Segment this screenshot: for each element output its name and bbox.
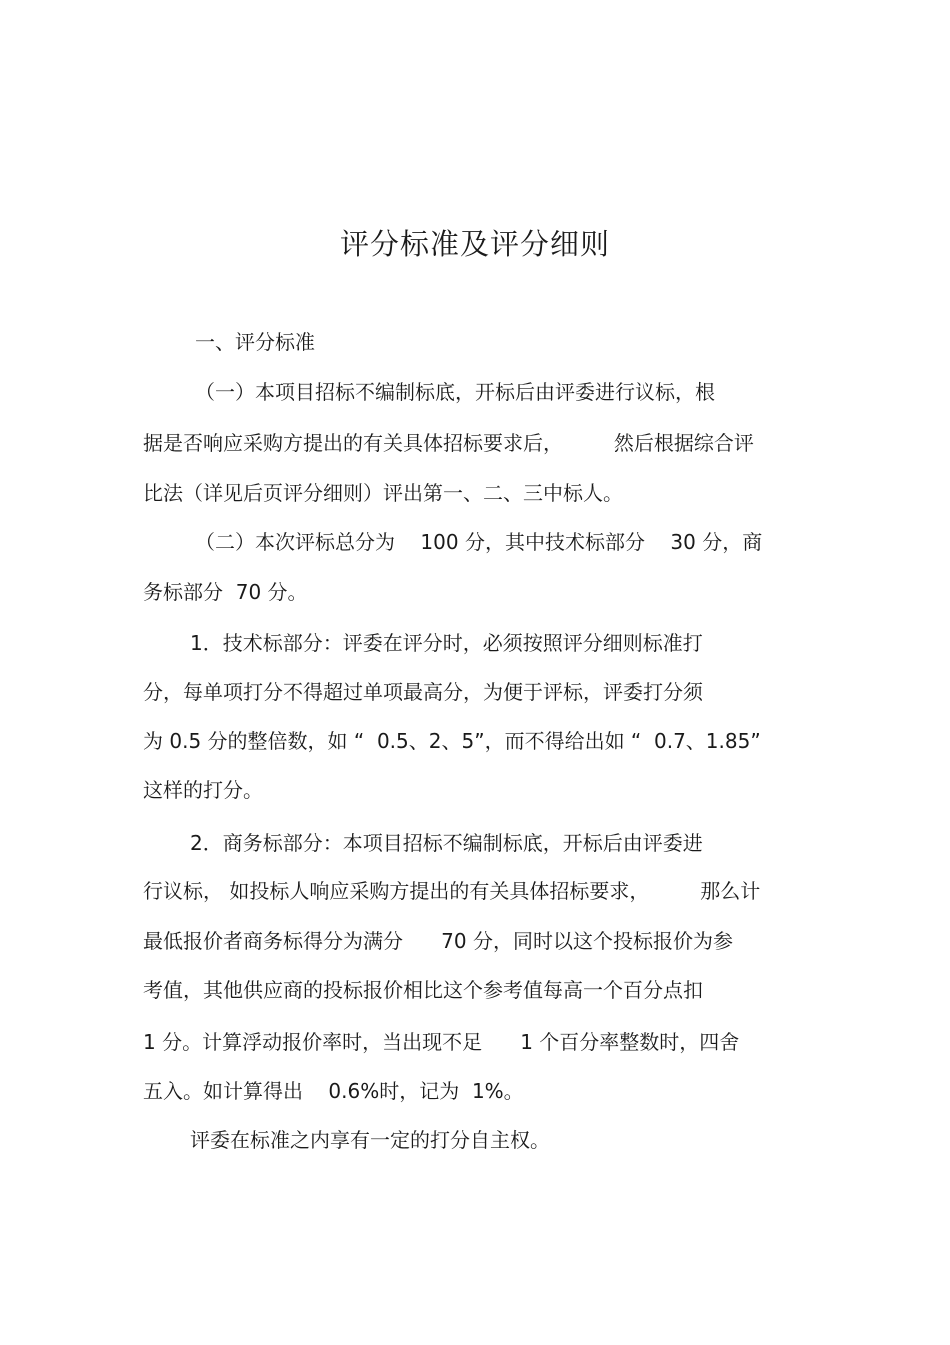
paragraph-line: （一）本项目招标不编制标底，开标后由评委进行议标，根 <box>195 380 715 404</box>
paragraph-line: 最低报价者商务标得分为满分 70 分，同时以这个投标报价为参 <box>143 929 733 953</box>
paragraph-line: 比法（详见后页评分细则）评出第一、二、三中标人。 <box>143 481 623 505</box>
paragraph-line: 评委在标准之内享有一定的打分自主权。 <box>190 1128 550 1152</box>
paragraph-line: 为 0.5 分的整倍数，如 “ 0.5、2、5”，而不得给出如 “ 0.7、1.85” <box>143 729 761 753</box>
paragraph-line: 行议标， 如投标人响应采购方提出的有关具体招标要求， 那么计 <box>143 879 761 903</box>
paragraph-line: 五入。如计算得出 0.6%时，记为 1%。 <box>143 1079 524 1103</box>
paragraph-line: 1 分。计算浮动报价率时，当出现不足 1 个百分率整数时，四舍 <box>143 1030 740 1054</box>
paragraph-line: 1．技术标部分：评委在评分时，必须按照评分细则标准打 <box>190 631 703 655</box>
document-title: 评分标准及评分细则 <box>339 227 610 261</box>
paragraph-line: 务标部分 70 分。 <box>143 580 308 604</box>
paragraph-line: （二）本次评标总分为 100 分，其中技术标部分 30 分，商 <box>195 530 763 554</box>
paragraph-line: 考值，其他供应商的投标报价相比这个参考值每高一个百分点扣 <box>143 978 703 1002</box>
section-heading: 一、评分标准 <box>195 330 315 354</box>
paragraph-line: 据是否响应采购方提出的有关具体招标要求后， 然后根据综合评 <box>143 431 754 455</box>
paragraph-line: 分，每单项打分不得超过单项最高分，为便于评标，评委打分须 <box>143 680 703 704</box>
paragraph-line: 这样的打分。 <box>143 778 263 802</box>
paragraph-line: 2．商务标部分：本项目招标不编制标底，开标后由评委进 <box>190 831 703 855</box>
